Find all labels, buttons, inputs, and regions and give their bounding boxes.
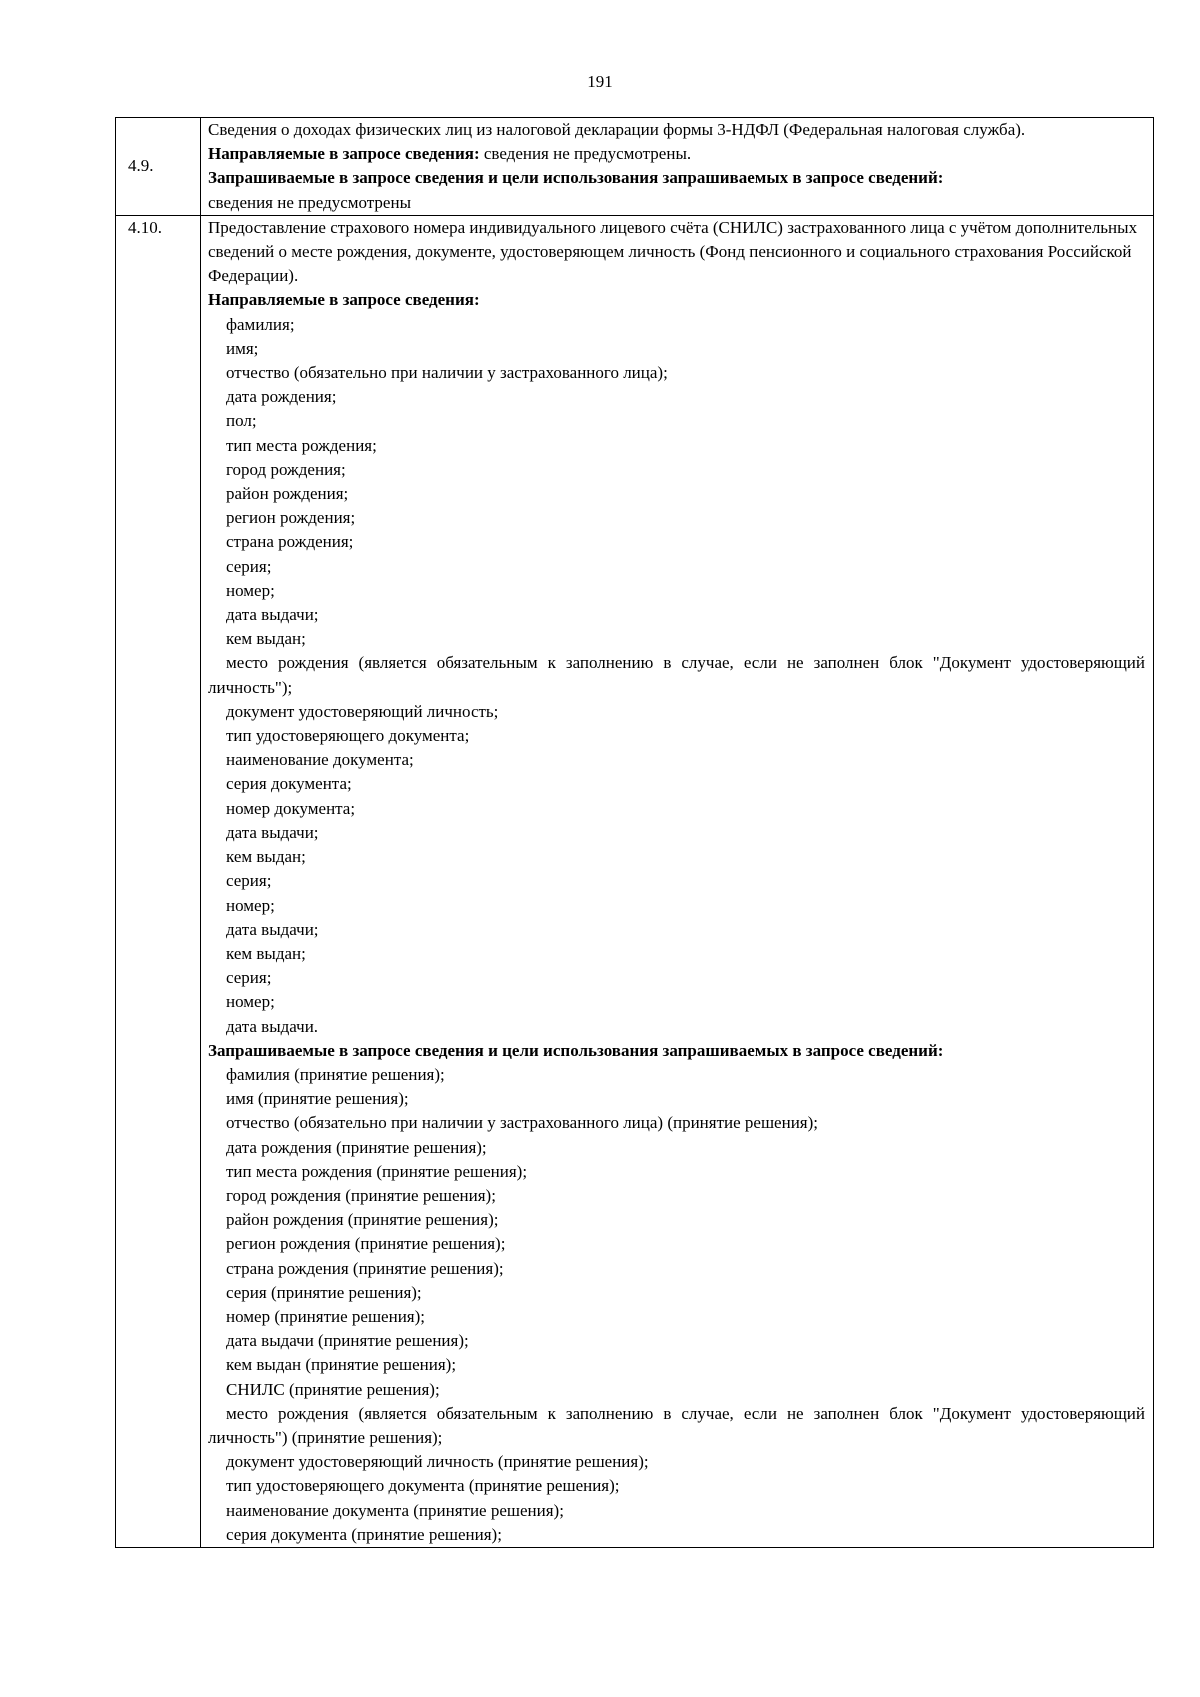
row-content: [201, 118, 1154, 216]
list-item: тип удостоверяющего документа;: [226, 726, 470, 746]
list-item: кем выдан;: [226, 943, 306, 963]
list-item: отчество (обязательно при наличии у застрахованного лица) (принятие решения);: [226, 1113, 819, 1133]
list-item: наименование документа (принятие решения);: [226, 1500, 564, 1520]
list-item: пол;: [226, 411, 257, 431]
list-item: фамилия;: [226, 314, 295, 334]
list-item: серия (принятие решения);: [226, 1282, 422, 1302]
requested-heading: Запрашиваемые в запросе сведения и цели использования запрашиваемых в запросе сведений:: [208, 1040, 944, 1060]
row-title: Предоставление страхового номера индивидуального лицевого счёта (СНИЛС) застрахованного лица с учётом дополнительных сведений о месте рождения, документе, удостоверяющем личность (Фонд пенсионного и социального страхования Российской Федерации).: [208, 217, 1138, 286]
list-item: район рождения (принятие решения);: [226, 1210, 499, 1230]
list-item: кем выдан;: [226, 629, 306, 649]
list-item: СНИЛС (принятие решения);: [226, 1379, 440, 1399]
list-item: серия;: [226, 968, 272, 988]
list-item: номер (принятие решения);: [226, 1306, 426, 1326]
requested-place-note: место рождения (является обязательным к заполнению в случае, если не заполнен блок "Документ удостоверяющий личность") (принятие решения);: [208, 1403, 1145, 1447]
list-item: дата рождения (принятие решения);: [226, 1137, 487, 1157]
list-item: кем выдан;: [226, 847, 306, 867]
row-title: Сведения о доходах физических лиц из налоговой декларации формы 3-НДФЛ (Федеральная налоговая служба).: [208, 120, 1026, 139]
list-item: регион рождения;: [226, 508, 356, 528]
list-item: номер;: [226, 895, 275, 915]
list-item: страна рождения;: [226, 532, 354, 552]
list-item: дата выдачи.: [226, 1016, 319, 1036]
sent-value: сведения не предусмотрены.: [479, 144, 692, 164]
list-item: номер;: [226, 580, 275, 600]
list-item: документ удостоверяющий личность;: [226, 701, 499, 721]
sent-heading: Направляемые в запросе сведения:: [208, 144, 480, 164]
list-item: район рождения;: [226, 484, 349, 504]
list-item: отчество (обязательно при наличии у застрахованного лица);: [226, 363, 668, 383]
list-item: дата выдачи;: [226, 919, 319, 939]
list-item: тип удостоверяющего документа (принятие решения);: [226, 1476, 620, 1496]
page-number: 191: [587, 72, 613, 91]
list-item: имя (принятие решения);: [226, 1089, 409, 1109]
list-item: дата рождения;: [226, 387, 337, 407]
requested-items-list-continued: [208, 1450, 1145, 1547]
list-item: дата выдачи (принятие решения);: [226, 1331, 469, 1351]
list-item: номер документа;: [226, 798, 356, 818]
list-item: имя;: [226, 338, 259, 358]
list-item: дата выдачи;: [226, 822, 319, 842]
sent-items-list-continued: [208, 700, 1145, 1039]
list-item: город рождения (принятие решения);: [226, 1185, 496, 1205]
table-row-4-10: [116, 215, 1154, 1547]
sent-line: [208, 142, 1145, 166]
list-item: номер;: [226, 992, 275, 1012]
sent-place-note: место рождения (является обязательным к заполнению в случае, если не заполнен блок "Документ удостоверяющий личность");: [208, 653, 1145, 697]
list-item: город рождения;: [226, 459, 346, 479]
list-item: наименование документа;: [226, 750, 414, 770]
list-item: кем выдан (принятие решения);: [226, 1355, 457, 1375]
list-item: серия документа;: [226, 774, 352, 794]
list-item: тип места рождения;: [226, 435, 377, 455]
list-item: дата выдачи;: [226, 605, 319, 625]
list-item: серия;: [226, 871, 272, 891]
list-item: тип места рождения (принятие решения);: [226, 1161, 528, 1181]
requested-items-list: [208, 1063, 1145, 1402]
list-item: серия документа (принятие решения);: [226, 1524, 502, 1544]
list-item: серия;: [226, 556, 272, 576]
table-row-4-9: [116, 118, 1154, 216]
row-number: 4.10.: [116, 215, 201, 1547]
sent-heading: Направляемые в запросе сведения:: [208, 290, 480, 310]
list-item: фамилия (принятие решения);: [226, 1064, 445, 1084]
list-item: регион рождения (принятие решения);: [226, 1234, 506, 1254]
row-number: 4.9.: [116, 118, 201, 216]
row-content: [201, 215, 1154, 1547]
requested-value: сведения не предусмотрены: [208, 192, 411, 212]
list-item: страна рождения (принятие решения);: [226, 1258, 504, 1278]
list-item: документ удостоверяющий личность (принятие решения);: [226, 1452, 649, 1472]
requested-heading: Запрашиваемые в запросе сведения и цели использования запрашиваемых в запросе сведений:: [208, 168, 944, 188]
sent-items-list: [208, 313, 1145, 652]
document-table: [115, 117, 1154, 1548]
